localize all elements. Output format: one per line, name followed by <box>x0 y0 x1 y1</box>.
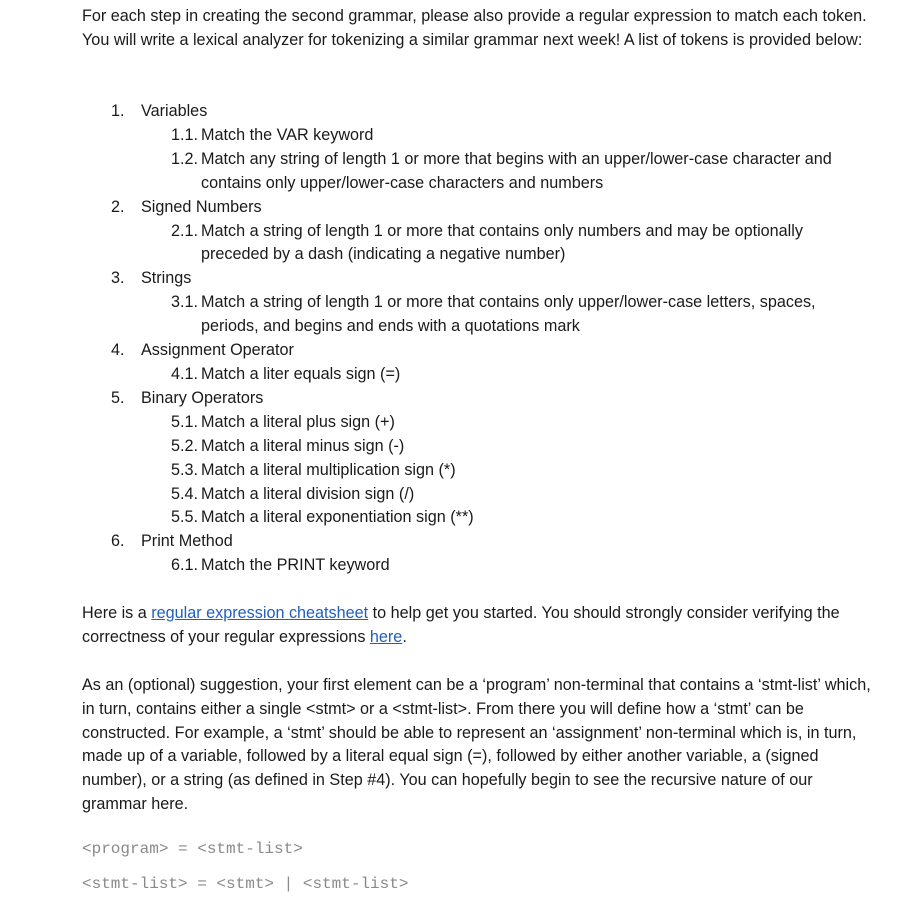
sub-item-number: 2.1. <box>171 221 199 240</box>
sub-item-text: Match a liter equals sign (=) <box>201 364 401 383</box>
grammar-rule-program: <program> = <stmt-list> <box>82 840 303 858</box>
list-item-number: 4. <box>111 341 125 360</box>
sub-item-number: 4.1. <box>171 364 199 383</box>
list-item-label: Binary Operators <box>141 388 264 407</box>
sub-list-item <box>0 435 901 459</box>
sub-item-text: Match a literal plus sign (+) <box>201 412 395 431</box>
resources-text-before: Here is a <box>82 604 152 622</box>
list-item-label: Strings <box>141 269 192 288</box>
sub-list-item <box>0 411 901 435</box>
sub-list-item <box>0 506 901 530</box>
sub-item-text: Match any string of length 1 or more that begins with an upper/lower-case character and contains only upper/lower-case characters and numbers <box>201 149 832 192</box>
grammar-rule-stmt-list: <stmt-list> = <stmt> | <stmt-list> <box>82 875 409 893</box>
list-item <box>0 339 901 363</box>
sub-list-item <box>0 554 901 578</box>
list-item-label: Variables <box>141 102 208 120</box>
sub-list-item <box>0 459 901 483</box>
cheatsheet-link[interactable]: regular expression cheatsheet <box>151 604 369 622</box>
sub-list-item <box>0 483 901 507</box>
sub-item-number: 5.3. <box>171 460 199 479</box>
list-item-label: Print Method <box>141 532 233 551</box>
list-item <box>0 100 901 124</box>
list-item <box>0 267 901 291</box>
resources-text-middle: to help get you started. You should strongly consider verifying the correctness of your regular expressions <box>82 604 840 646</box>
list-item <box>0 196 901 220</box>
sub-item-number: 1.1. <box>171 125 199 144</box>
sub-item-text: Match a literal division sign (/) <box>201 484 415 503</box>
sub-item-text: Match a literal multiplication sign (*) <box>201 460 456 479</box>
intro-paragraph: For each step in creating the second grammar, please also provide a regular expression to match each token. You will write a lexical analyzer for tokenizing a similar grammar next week! A list of tokens is provided below: <box>82 7 867 49</box>
sub-item-number: 3.1. <box>171 293 199 312</box>
list-item <box>0 530 901 554</box>
resources-text-after: . <box>402 627 407 646</box>
sub-list-item <box>0 291 901 339</box>
sub-item-number: 5.5. <box>171 508 199 527</box>
sub-item-number: 6.1. <box>171 556 199 575</box>
list-item-number: 1. <box>111 102 125 120</box>
sub-item-number: 5.2. <box>171 436 199 455</box>
sub-list-item <box>0 148 901 196</box>
token-list <box>0 100 901 578</box>
sub-list-item <box>0 363 901 387</box>
list-item-label: Assignment Operator <box>141 341 294 360</box>
sub-item-text: Match the PRINT keyword <box>201 556 390 575</box>
sub-item-text: Match a string of length 1 or more that contains only numbers and may be optionally preceded by a dash (indicating a negative number) <box>201 221 803 264</box>
list-item-label: Signed Numbers <box>141 197 262 216</box>
sub-item-text: Match a string of length 1 or more that contains only upper/lower-case letters, spaces, periods, and begins and ends with a quotations mark <box>201 293 816 336</box>
sub-list-item <box>0 124 901 148</box>
list-item-number: 3. <box>111 269 125 288</box>
list-item-number: 2. <box>111 197 125 216</box>
sub-item-text: Match the VAR keyword <box>201 125 374 144</box>
resources-paragraph <box>82 602 872 650</box>
sub-item-text: Match a literal minus sign (-) <box>201 436 405 455</box>
sub-item-number: 1.2. <box>171 149 199 168</box>
sub-item-text: Match a literal exponentiation sign (**) <box>201 508 474 527</box>
sub-item-number: 5.1. <box>171 412 199 431</box>
sub-list-item <box>0 220 901 268</box>
list-item-number: 5. <box>111 388 125 407</box>
list-item <box>0 387 901 411</box>
list-item-number: 6. <box>111 532 125 551</box>
suggestion-paragraph: As an (optional) suggestion, your first element can be a ‘program’ non-terminal that contains a ‘stmt-list’ which, in turn, contains either a single <stmt> or a <stmt-list>. From there you will define how a ‘stmt’ can be constructed. For example, a ‘stmt’ should be able to represent an ‘assignment’ non-terminal which is, in turn, made up of a variable, followed by a literal equal sign (=), followed by either another variable, a (signed number), or a string (as defined in Step #4). You can hopefully begin to see the recursive nature of our grammar here. <box>82 676 871 813</box>
sub-item-number: 5.4. <box>171 484 199 503</box>
here-link[interactable]: here <box>369 627 403 646</box>
